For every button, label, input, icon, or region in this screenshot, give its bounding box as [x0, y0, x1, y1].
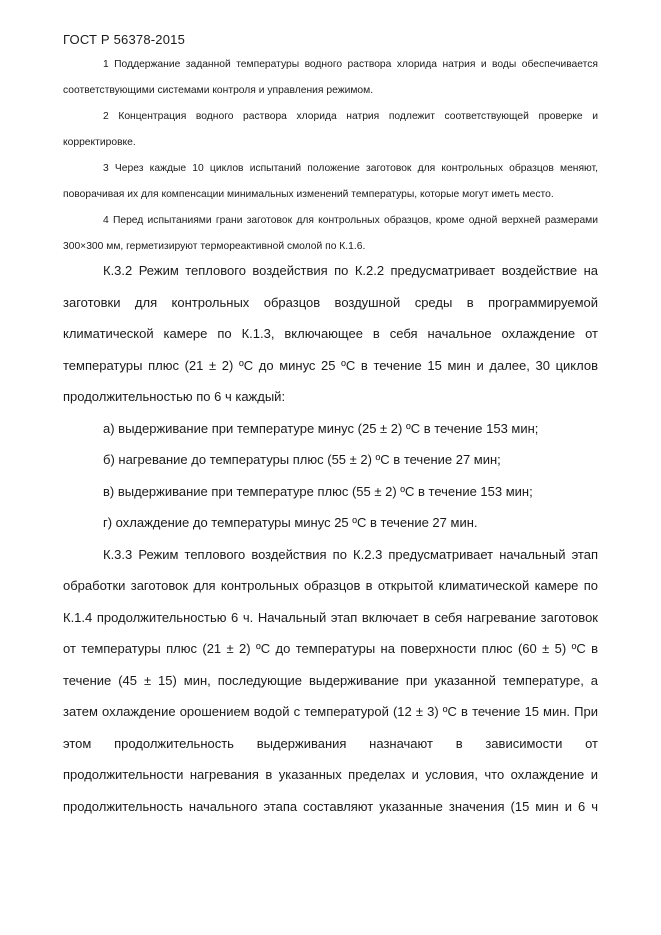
document-code: ГОСТ Р 56378-2015	[63, 32, 186, 47]
list-item-v: в) выдерживание при температуре плюс (55 ± 2) ºС в течение 153 мин;	[103, 483, 533, 499]
main-text	[63, 255, 598, 822]
list-item-a: а) выдерживание при температуре минус (25 ± 2) ºС в течение 153 мин;	[103, 420, 539, 436]
notes-block	[63, 52, 598, 260]
section-k32-paragraph: К.3.2 Режим теплового воздействия по К.2.2 предусматривает воздействие на заготовки для контрольных образцов воздушной среды в программируемой климатической камере по К.1.3, включающее в себя начальное охлаждение от температуры плюс (21 ± 2) ºС до минус 25 ºС в течение 15 мин и далее, 30 циклов продолжительностью по 6 ч каждый:	[63, 263, 598, 404]
list-item-g: г) охлаждение до температуры минус 25 ºС в течение 27 мин.	[103, 515, 478, 530]
note-1: 1 Поддержание заданной температуры водного раствора хлорида натрия и воды обеспечивается соответствующими системами контроля и управления режимом.	[63, 59, 598, 96]
section-k33-paragraph: К.3.3 Режим теплового воздействия по К.2.3 предусматривает начальный этап обработки заготовок для контрольных образцов в открытой климатической камере по К.1.4 продолжительностью 6 ч. Начальный этап включает в себя нагревание заготовок от температуры плюс (21 ± 2) ºС до температуры на поверхности плюс (60 ± 5) ºС в течение (45 ± 15) мин, последующие выдерживание при указанной температуре, а затем охлаждение орошением водой с температурой (12 ± 3) ºС в течение 15 мин. При этом продолжительность выдерживания назначают в зависимости от продолжительности нагревания в указанных пределах и условия, что охлаждение и продолжительность начального этапа составляют указанные значения (15 мин и 6 ч	[63, 546, 598, 814]
list-item-b: б) нагревание до температуры плюс (55 ± 2) ºС в течение 27 мин;	[103, 452, 501, 467]
note-4: 4 Перед испытаниями грани заготовок для контрольных образцов, кроме одной верхней размерами 300×300 мм, герметизируют термореактивной смолой по К.1.6.	[63, 215, 598, 252]
note-3: 3 Через каждые 10 циклов испытаний положение заготовок для контрольных образцов меняют, поворачивая их для компенсации минимальных изменений температуры, которые могут иметь место.	[63, 163, 598, 200]
note-2: 2 Концентрация водного раствора хлорида натрия подлежит соответствующей проверке и корректировке.	[63, 111, 598, 148]
